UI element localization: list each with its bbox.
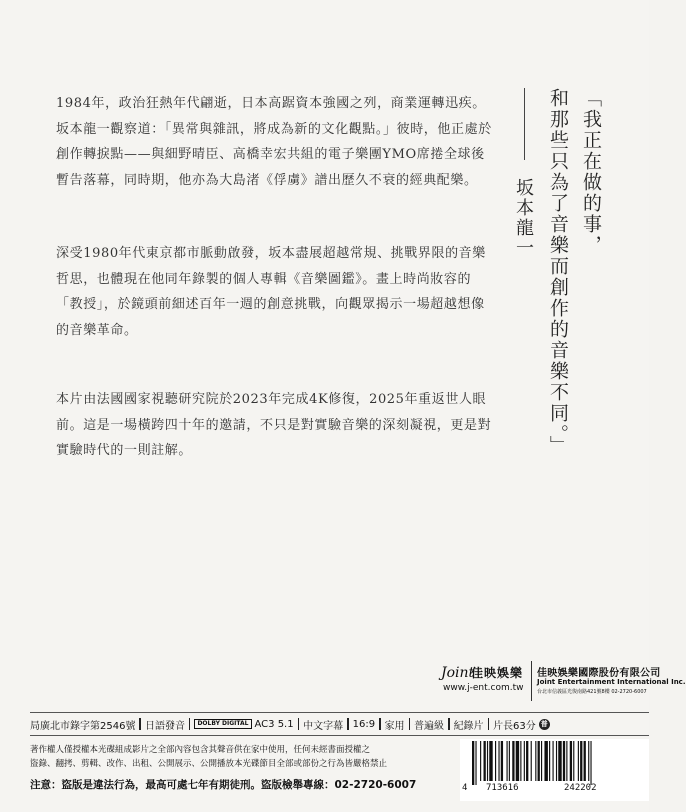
logo-divider [531,661,532,701]
barcode-bar [509,741,510,781]
barcode-bar [588,741,589,781]
copyright-notice-line-1: 著作權人僅授權本光碟組成影片之全部內容包含其聲音供在家中使用，任何未經書面授權之 [30,745,371,755]
barcode-bar [535,741,536,781]
license-number: 局廣北市錄字第2546號 [30,720,136,732]
usage: 家用 [384,720,405,732]
barcode-bars [470,741,640,785]
content-rating: 普遍級 [414,720,445,732]
barcode-bar [566,741,567,781]
spec-bar [30,712,649,736]
runtime: 片長63分 [493,720,536,732]
rating-icon: 普 [540,719,548,728]
barcode-bar [524,741,525,781]
aspect-ratio: 16:9 [352,718,376,730]
divider [448,718,450,730]
barcode-bar [544,741,547,781]
barcode-digits-right: 242202 [564,783,597,793]
divider [189,718,191,730]
barcode-bar [570,741,572,781]
divider [298,718,300,730]
copyright-notice-line-2: 盜錄、翻拷、剪輯、改作、出租、公開展示、公開播放本光碟節目全部或部份之行為皆嚴格禁止 [30,759,388,769]
synopsis-paragraph-1: 1984年，政治狂熱年代翩逝，日本高踞資本強國之列，商業運轉迅疾。坂本龍一觀察道：「異常與雜訊，將成為新的文化觀點。」彼時，他正處於創作轉捩點——與細野晴臣、高橋幸宏共組的電子樂團YMO席捲全球後暫告落幕，同時期，他亦為大島渚《俘虜》譜出歷久不衰的經典配樂。 [56,96,492,188]
barcode [460,739,649,801]
barcode-bar [563,741,565,781]
barcode-bar [549,741,550,781]
barcode-bar [526,741,528,781]
barcode-bar [484,741,486,781]
barcode-digits-left: 713616 [486,783,519,793]
piracy-warning: 注意：盜版是違法行為，最高可處七年有期徒刑。盜版檢舉專線：02-2720-6007 [30,779,417,791]
barcode-bar [541,741,542,781]
divider [347,718,349,730]
barcode-digit-first: 4 [462,783,468,793]
genre: 紀錄片 [453,720,484,732]
barcode-bar [475,741,476,785]
company-info [537,661,686,701]
quote-line-2: 和那些只為了音樂而創作的音樂不同。」 [547,88,569,457]
quote-dash [524,88,525,160]
barcode-bar [495,741,496,781]
barcode-bar [516,741,519,781]
company-address: 台北市信義區光復南路421號8樓 02-2720-6007 [537,689,647,695]
subtitle-language: 中文字幕 [303,720,344,732]
barcode-bar [501,741,503,781]
company-name-cn: 佳映娛樂國際股份有限公司 [537,668,661,679]
barcode-bar [573,741,574,781]
barcode-bar [480,741,481,781]
barcode-bar [512,741,514,781]
synopsis-paragraph-3: 本片由法國國家視聽研究院於2023年完成4K修復，2025年重返世人眼前。這是一場橫跨四十年的邀請，不只是對實驗音樂的深刻凝視，更是對實驗時代的一則註解。 [56,392,492,458]
barcode-bar [578,741,579,781]
barcode-bar [507,741,508,781]
barcode-bar [487,741,488,781]
barcode-bar [553,741,554,781]
distributor-logo-name: 佳映娛樂 [471,666,524,680]
barcode-bar [489,741,492,781]
language: 日語發音 [144,720,185,732]
barcode-bar [590,741,591,785]
barcode-bar [584,741,586,781]
barcode-bar [531,741,532,781]
barcode-bar [580,741,582,781]
divider [379,718,381,730]
barcode-bar [556,741,557,781]
barcode-bar [472,741,474,785]
barcode-bar [558,741,561,781]
synopsis-paragraph-2: 深受1980年代東京都市脈動啟發，坂本盡展超越常規、挑戰界限的音樂哲思，也體現在他同年錄製的個人專輯《音樂圖鑑》。畫上時尚妝容的「教授」，於鏡頭前細述百年一週的創意挑戰，向觀眾揭示一場超越想像的音樂革命。 [56,246,486,338]
audio-format: AC3 5.1 [254,718,294,730]
dolby-digital-logo: DOLBY DIGITAL [194,719,251,729]
barcode-bar [498,741,499,781]
divider [488,718,490,730]
divider [139,718,141,730]
barcode-bar [520,741,521,781]
distributor-logo-script: Joint [441,665,475,681]
barcode-bar [538,741,540,781]
company-name-en: Joint Entertainment International Inc. [537,678,686,686]
distributor-url: www.j-ent.com.tw [443,683,524,693]
distributor-logo [441,661,528,701]
divider [409,718,411,730]
quote-author: 坂本龍一 [513,178,534,258]
quote-line-1: 「我正在做的事， [580,88,602,256]
